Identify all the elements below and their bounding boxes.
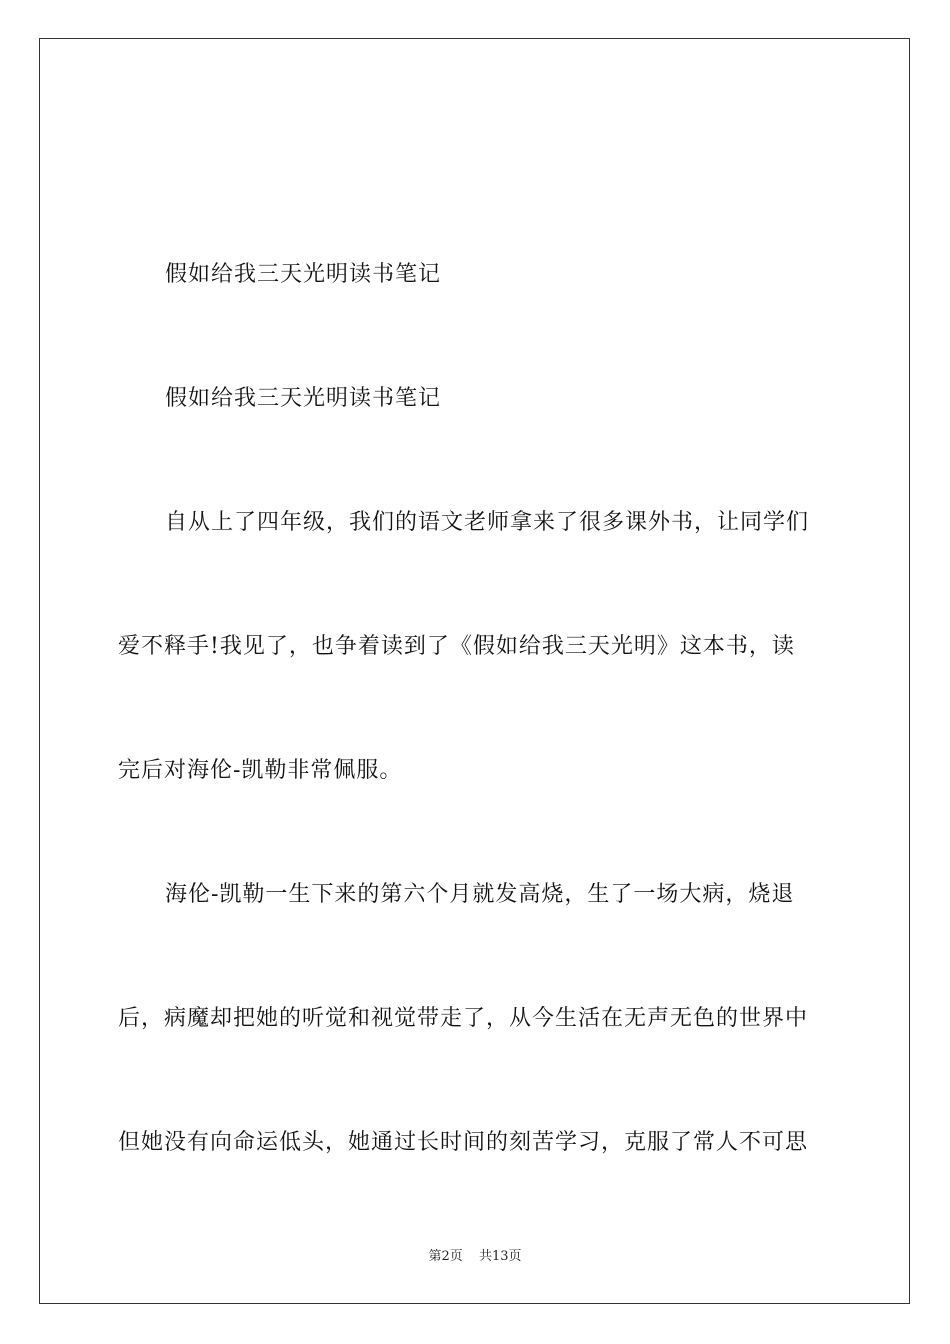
page-number: 第2页 bbox=[428, 1249, 463, 1264]
document-subtitle: 假如给我三天光明读书笔记 bbox=[165, 386, 442, 411]
paragraph-2-line-1: 海伦-凯勒一生下来的第六个月就发高烧，生了一场大病，烧退 bbox=[165, 882, 795, 907]
page-border bbox=[39, 38, 910, 1304]
paragraph-1-line-3: 完后对海伦-凯勒非常佩服。 bbox=[118, 758, 403, 783]
document-title: 假如给我三天光明读书笔记 bbox=[165, 262, 442, 287]
page-total: 共13页 bbox=[478, 1249, 522, 1264]
paragraph-2-line-3: 但她没有向命运低头，她通过长时间的刻苦学习，克服了常人不可思 bbox=[118, 1130, 809, 1155]
paragraph-1-line-1: 自从上了四年级，我们的语文老师拿来了很多课外书，让同学们 bbox=[165, 510, 810, 535]
page-footer bbox=[0, 1248, 950, 1266]
paragraph-2-line-2: 后，病魔却把她的听觉和视觉带走了，从今生活在无声无色的世界中 bbox=[118, 1006, 809, 1031]
paragraph-1-line-2: 爱不释手!我见了，也争着读到了《假如给我三天光明》这本书，读 bbox=[118, 634, 795, 659]
